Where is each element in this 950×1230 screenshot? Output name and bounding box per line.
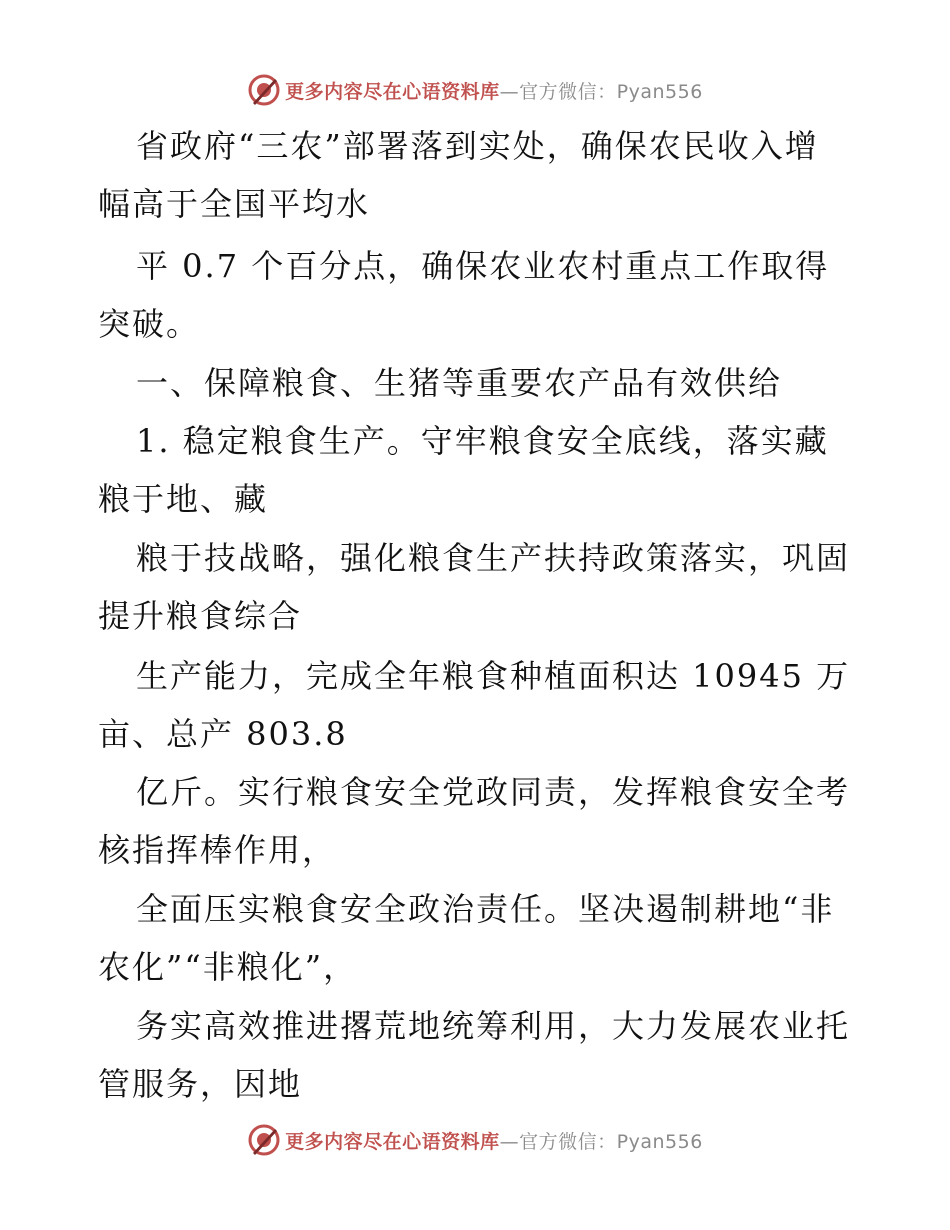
- paragraph-line: 亩、总产 803.8: [98, 715, 348, 753]
- paragraph-line: 幅高于全国平均水: [98, 185, 371, 223]
- watermark-sub-text: —官方微信：Pyan556: [499, 80, 703, 103]
- section-heading: 一、保障粮食、生猪等重要农产品有效供给: [136, 364, 783, 402]
- header-watermark: [0, 70, 950, 110]
- paragraph-line: 亿斤。实行粮食安全党政同责，发挥粮食安全考: [136, 773, 851, 811]
- paragraph-line: 突破。: [98, 305, 201, 343]
- paragraph-line: 生产能力，完成全年粮食种植面积达 10945 万: [136, 657, 851, 695]
- watermark-main-text: 更多内容尽在心语资料库: [285, 1130, 500, 1153]
- paragraph-line: 粮于技战略，强化粮食生产扶持政策落实，巩固: [136, 539, 851, 577]
- paragraph-line: 管服务，因地: [98, 1065, 303, 1103]
- paragraph-line: 提升粮食综合: [98, 597, 303, 635]
- paragraph-line: 平 0.7 个百分点，确保农业农村重点工作取得: [136, 247, 830, 285]
- paragraph-line: 全面压实粮食安全政治责任。坚决遏制耕地“非: [136, 890, 835, 928]
- paragraph-line: 粮于地、藏: [98, 480, 269, 518]
- pen-logo-icon: [247, 1123, 281, 1157]
- paragraph-line: 核指挥棒作用，: [98, 831, 337, 869]
- watermark-sub-text: —官方微信：Pyan556: [499, 1130, 703, 1153]
- paragraph-line: 务实高效推进撂荒地统筹利用，大力发展农业托: [136, 1007, 851, 1045]
- watermark-main-text: 更多内容尽在心语资料库: [285, 80, 500, 103]
- paragraph-line: 农化”“非粮化”，: [98, 948, 358, 986]
- paragraph-line: 1. 稳定粮食生产。守牢粮食安全底线，落实藏: [136, 422, 829, 460]
- footer-watermark: [0, 1120, 950, 1160]
- paragraph-line: 省政府“三农”部署落到实处，确保农民收入增: [136, 127, 819, 165]
- pen-logo-icon: [247, 73, 281, 107]
